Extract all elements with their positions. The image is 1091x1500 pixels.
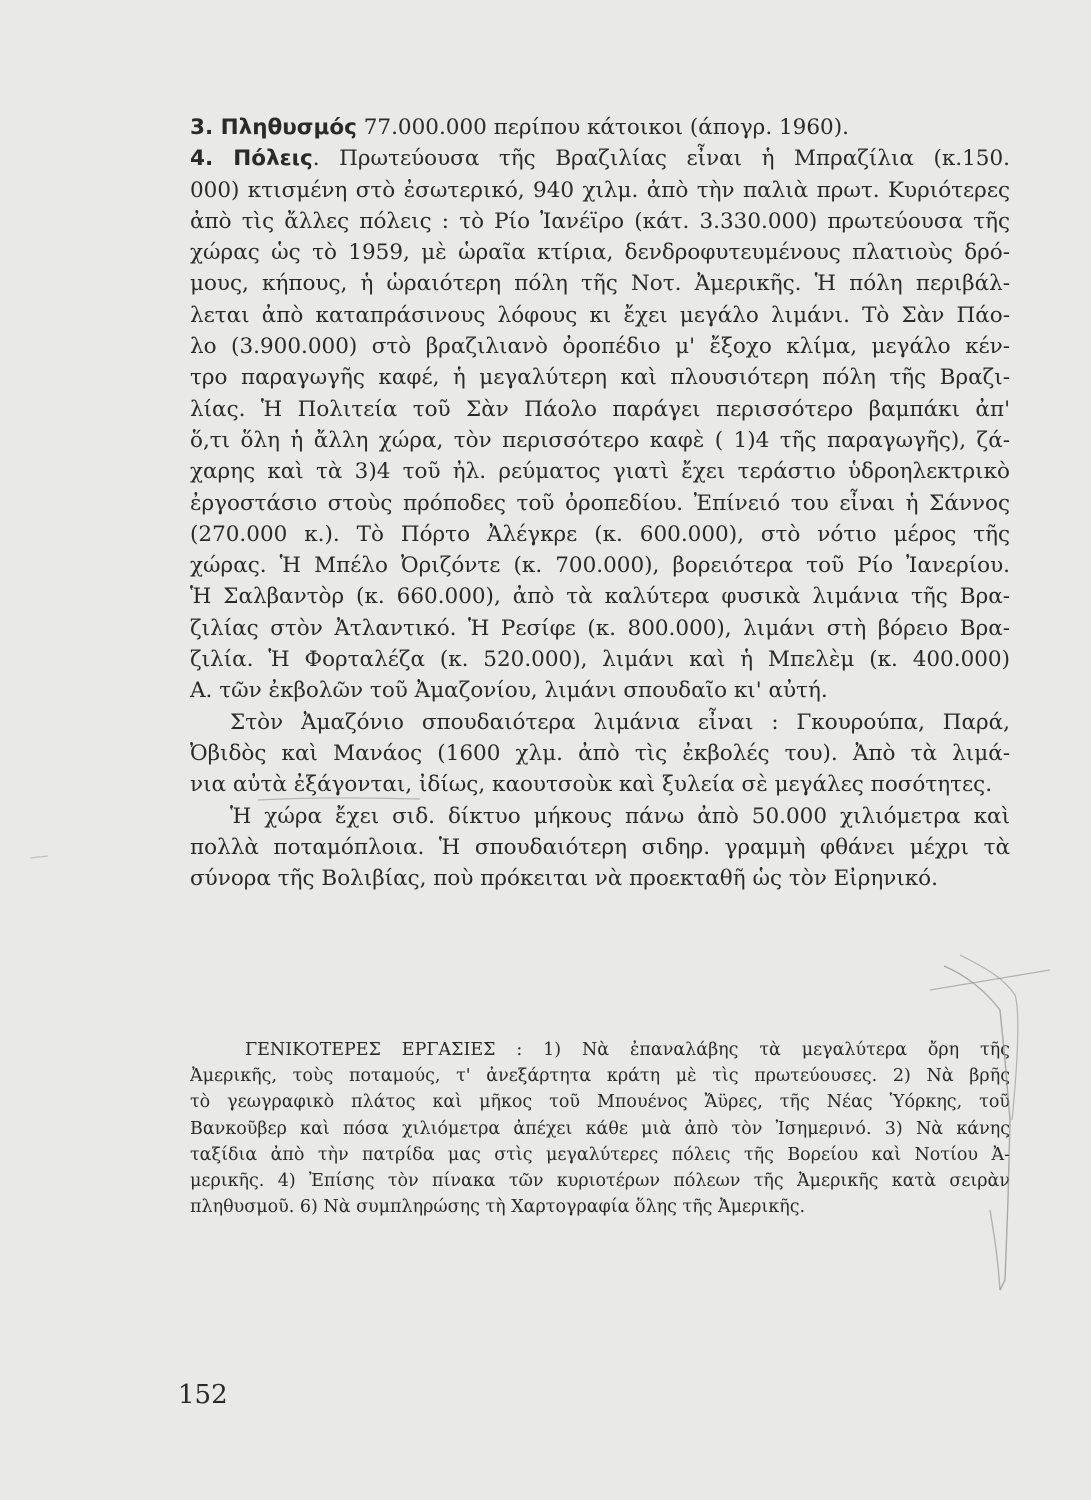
text-line [190, 394, 1010, 425]
text-line [190, 613, 1010, 644]
line-text: 000) κτισμένη στὸ ἐσωτερικό, 940 χιλμ. ἀπὸ τὴν παλιὰ πρωτ. Κυριότερες [190, 177, 1010, 203]
text-line [190, 581, 1010, 612]
main-text-block [190, 112, 1010, 894]
text-line [190, 832, 1010, 863]
exercise-line: Βανκοῦβερ καὶ πόσα χιλιόμετρα ἀπέχει κάθε μιὰ ἀπὸ τὸν Ἰσημερινό. 3) Νὰ κάνης [190, 1118, 1010, 1139]
line-text: χώρας. Ἡ Μπέλο Ὀριζόντε (κ. 700.000), βορειότερα τοῦ Ρίο Ἰανερίου. [190, 553, 1010, 579]
text-line [190, 331, 1010, 362]
text-line [190, 175, 1010, 206]
line-text: . Πρωτεύουσα τῆς Βραζιλίας εἶναι ἡ Μπραζίλια (κ.150. [312, 146, 1011, 172]
line-text: τρο παραγωγῆς καφέ, ἡ μεγαλύτερη καὶ πλουσιότερη πόλη τῆς Βραζι- [190, 365, 1010, 391]
page-number: 152 [178, 1380, 228, 1410]
line-text: 77.000.000 περίπου κάτοικοι (άπογρ. 1960). [356, 115, 849, 140]
line-text: μους, κήπους, ἡ ὡραιότερη πόλη τῆς Νοτ. Ἀμερικῆς. Ἡ πόλη περιβάλ- [190, 271, 1010, 297]
line-text: (270.000 κ.). Τὸ Πόρτο Ἀλέγκρε (κ. 600.000), στὸ νότιο μέρος τῆς [190, 521, 1010, 547]
line-text: λο (3.900.000) στὸ βραζιλιανὸ ὀροπέδιο μ' ἔξοχο κλίμα, μεγάλο κέν- [190, 334, 1010, 360]
text-line [190, 300, 1010, 331]
line-text: σύνορα τῆς Βολιβίας, ποὺ πρόκειται νὰ προεκταθῆ ὡς τὸν Εἰρηνικό. [190, 866, 938, 892]
text-line [190, 644, 1010, 675]
exercise-line: ταξίδια ἀπὸ τὴν πατρίδα μας στὶς μεγαλύτερες πόλεις τῆς Βορείου καὶ Νοτίου Ἀ- [190, 1144, 1010, 1165]
text-line [190, 863, 1010, 894]
text-line [190, 738, 1010, 769]
text-line [190, 112, 1010, 143]
section-heading: 4. Πόλεις [190, 146, 313, 172]
line-text: ζιλίας στὸν Ἀτλαντικό. Ἡ Ρεσίφε (κ. 800.000), λιμάνι στὴ βόρειο Βρα- [190, 615, 1010, 641]
exercise-line: Ἀμερικῆς, τοὺς ποταμούς, τ' ἀνεξάρτητα κράτη μὲ τὶς πρωτεύουσες. 2) Νὰ βρῆς [190, 1066, 1010, 1087]
text-line [190, 362, 1010, 393]
line-text: ζιλία. Ἡ Φορταλέζα (κ. 520.000), λιμάνι καὶ ἡ Μπελὲμ (κ. 400.000) [190, 647, 1010, 673]
line-text: Ἡ Σαλβαντὸρ (κ. 660.000), ἀπὸ τὰ καλύτερα φυσικὰ λιμάνια τῆς Βρα- [190, 584, 1010, 610]
text-line [190, 425, 1010, 456]
text-line [190, 206, 1010, 237]
line-text: Στὸν Ἀμαζόνιο σπουδαιότερα λιμάνια εἶναι : Γκουρούπα, Παρά, [230, 709, 1010, 735]
line-text: Ὀβιδὸς καὶ Μανάος (1600 χλμ. ἀπὸ τὶς ἐκβολές του). Ἀπὸ τὰ λιμά- [190, 740, 1010, 766]
line-text: πολλὰ ποταμόπλοια. Ἡ σπουδαιότερη σιδηρ. γραμμὴ φθάνει μέχρι τὰ [190, 834, 1010, 860]
text-line [190, 456, 1010, 487]
line-text: ἐργοστάσιο στοὺς πρόποδες τοῦ ὀροπεδίου. Ἐπίνειό του εἶναι ἡ Σάννος [190, 490, 1010, 516]
text-line [190, 801, 1010, 832]
text-line [190, 519, 1010, 550]
text-line [190, 675, 1010, 706]
pencil-dash [30, 856, 48, 858]
text-line [190, 707, 1010, 738]
exercises-block [190, 1037, 1010, 1220]
exercise-line: μερικῆς. 4) Ἐπίσης τὸν πίνακα τῶν κυριοτέρων πόλεων τῆς Ἀμερικῆς κατὰ σειρὰν [190, 1170, 1010, 1191]
line-text: ἀπὸ τὶς ἄλλες πόλεις : τὸ Ρίο Ἰανέϊρο (κάτ. 3.330.000) πρωτεύουσα τῆς [190, 208, 1010, 234]
text-line [190, 550, 1010, 581]
pencil-stroke-long [930, 970, 1050, 990]
text-line [190, 237, 1010, 268]
line-text: λίας. Ἡ Πολιτεία τοῦ Σὰν Πάολο παράγει περισσότερο βαμπάκι ἀπ' [190, 396, 1010, 422]
exercise-line: τὸ γεωγραφικὸ πλάτος καὶ μῆκος τοῦ Μπουένος Ἄϋρες, τῆς Νέας Ὑόρκης, τοῦ [190, 1092, 1010, 1113]
text-line [190, 143, 1010, 174]
line-text: νια αὐτὰ ἐξάγονται, ἰδίως, καουτσοὺκ καὶ ξυλεία σὲ μεγάλες ποσότητες. [190, 772, 993, 798]
text-line [190, 488, 1010, 519]
line-text: χαρης καὶ τὰ 3)4 τοῦ ἠλ. ρεύματος γιατὶ ἔχει τεράστιο ὑδροηλεκτρικὸ [190, 459, 1010, 485]
text-line [190, 268, 1010, 299]
line-text: ὅ,τι ὅλη ἡ ἄλλη χώρα, τὸν περισσότερο καφὲ ( 1)4 τῆς παραγωγῆς), ζά- [190, 427, 1010, 453]
line-text: Ἡ χώρα ἔχει σιδ. δίκτυο μήκους πάνω ἀπὸ 50.000 χιλιόμετρα καὶ [230, 803, 1010, 829]
exercise-line: ΓΕΝΙΚΟΤΕΡΕΣ ΕΡΓΑΣΙΕΣ : 1) Νὰ ἐπαναλάβης τὰ μεγαλύτερα ὄρη τῆς [245, 1040, 1010, 1060]
text-line [190, 769, 1010, 800]
exercise-line: πληθυσμοῦ. 6) Νὰ συμπληρώσης τὴ Χαρτογραφία ὅλης τῆς Ἀμερικῆς. [190, 1197, 806, 1218]
line-text: χώρας ὡς τὸ 1959, μὲ ὡραῖα κτίρια, δενδροφυτευμένους πλατιοὺς δρό- [190, 240, 1010, 266]
line-text: Α. τῶν ἐκβολῶν τοῦ Ἀμαζονίου, λιμάνι σπουδαῖο κι' αὐτή. [190, 678, 828, 704]
section-heading: 3. Πληθυσμός [190, 115, 357, 140]
pencil-stroke-lower [990, 1210, 1000, 1290]
line-text: λεται ἀπὸ καταπράσινους λόφους κι ἔχει μεγάλο λιμάνι. Τὸ Σὰν Πάο- [190, 302, 1010, 328]
